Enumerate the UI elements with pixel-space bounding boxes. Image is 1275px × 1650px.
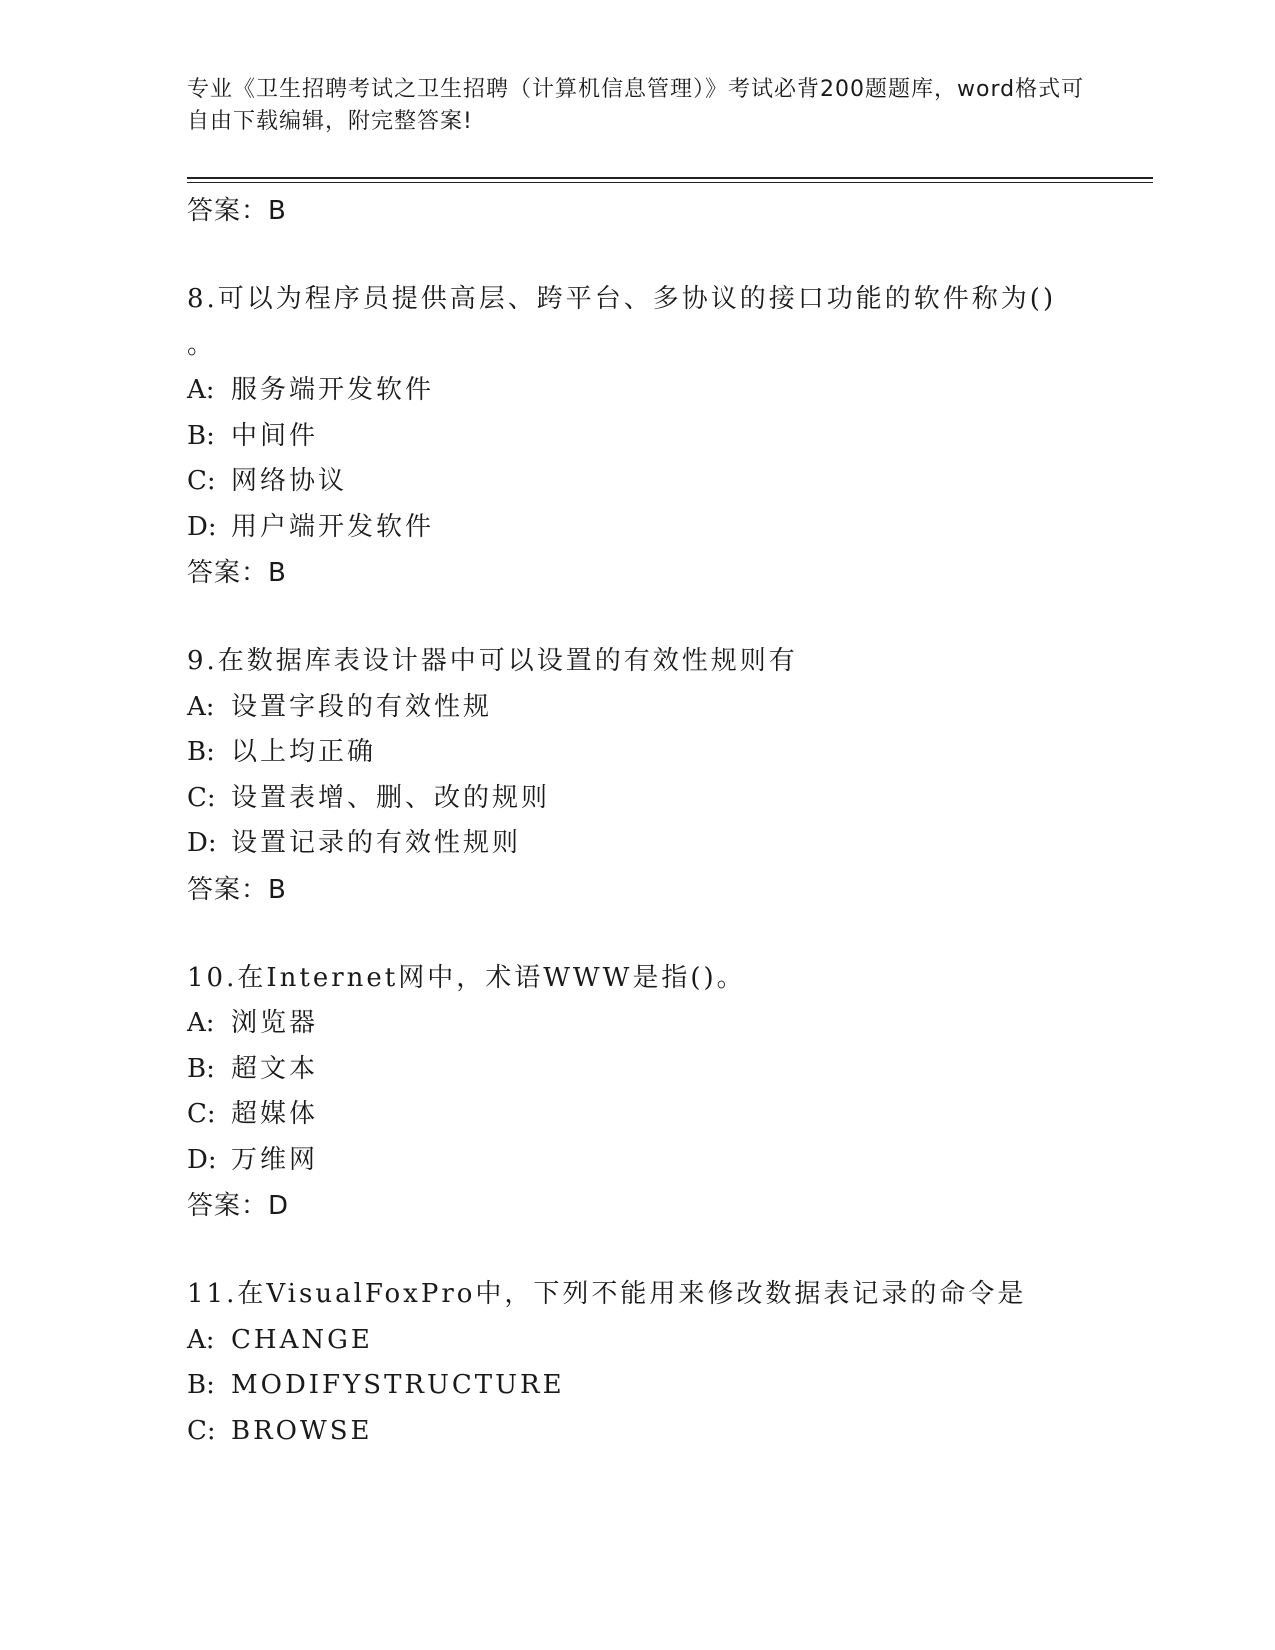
option-prefix: C:	[187, 1099, 216, 1129]
option-a	[187, 685, 1147, 731]
document-header: 专业《卫生招聘考试之卫生招聘（计算机信息管理）》考试必背200题题库，word格式可自由下载编辑，附完整答案!	[187, 77, 1085, 134]
header-rule-thin	[187, 182, 1153, 183]
option-c	[187, 1409, 1147, 1455]
option-text: 万维网	[231, 1144, 319, 1175]
option-text: 设置记录的有效性规则	[231, 828, 522, 858]
option-prefix: B:	[187, 737, 215, 767]
option-d	[187, 505, 1147, 551]
option-prefix: C:	[187, 1415, 216, 1446]
option-a	[187, 368, 1147, 414]
question-stem-continuation: 。	[187, 329, 217, 360]
option-a	[187, 1318, 1147, 1364]
answer-line: 答案：D	[187, 1191, 290, 1221]
option-c	[187, 459, 1147, 505]
option-c	[187, 1092, 1147, 1138]
answer-line: 答案：B	[187, 874, 287, 905]
option-d	[187, 821, 1147, 867]
option-prefix: B:	[187, 1370, 215, 1400]
option-text: 设置字段的有效性规	[231, 691, 493, 722]
option-b	[187, 730, 1147, 776]
option-text: BROWSE	[231, 1415, 373, 1446]
question-stem: 10.在Internet网中，术语WWW是指()。	[187, 962, 746, 993]
option-text: 超文本	[231, 1053, 319, 1084]
option-text: CHANGE	[231, 1324, 373, 1355]
option-text: 超媒体	[231, 1099, 319, 1129]
option-text: MODIFYSTRUCTURE	[231, 1370, 565, 1400]
option-prefix: A:	[187, 1324, 215, 1355]
option-prefix: C:	[187, 466, 216, 496]
option-prefix: A:	[187, 1008, 215, 1038]
option-b	[187, 1363, 1147, 1409]
option-prefix: A:	[187, 375, 215, 405]
option-text: 网络协议	[231, 466, 348, 496]
question-stem: 11.在VisualFoxPro中，下列不能用来修改数据表记录的命令是	[187, 1279, 1027, 1309]
question-block	[187, 956, 1147, 1230]
option-text: 用户端开发软件	[231, 511, 435, 542]
option-b	[187, 1047, 1147, 1093]
option-text: 设置表增、删、改的规则	[231, 782, 551, 813]
question-block	[187, 639, 1147, 913]
answer-line: 答案：B	[187, 558, 287, 588]
option-text: 浏览器	[231, 1008, 319, 1038]
question-block	[187, 1272, 1147, 1454]
question-stem: 9.在数据库表设计器中可以设置的有效性规则有	[187, 646, 798, 676]
option-prefix: A:	[187, 691, 215, 722]
option-prefix: C:	[187, 782, 216, 813]
option-text: 中间件	[231, 420, 319, 451]
option-prefix: B:	[187, 420, 215, 451]
header-rule-thick	[187, 177, 1153, 179]
answer-line: 答案：B	[187, 196, 287, 226]
option-text: 服务端开发软件	[231, 375, 435, 405]
option-prefix: D:	[187, 1144, 217, 1175]
question-stem: 8.可以为程序员提供高层、跨平台、多协议的接口功能的软件称为()	[187, 284, 1057, 314]
question-list	[187, 188, 1147, 1454]
option-text: 以上均正确	[231, 737, 377, 767]
question-block	[187, 277, 1147, 596]
option-b	[187, 414, 1147, 460]
option-prefix: D:	[187, 511, 217, 542]
option-prefix: B:	[187, 1053, 215, 1084]
option-d	[187, 1138, 1147, 1184]
option-a	[187, 1001, 1147, 1047]
option-prefix: D:	[187, 828, 217, 858]
option-c	[187, 776, 1147, 822]
